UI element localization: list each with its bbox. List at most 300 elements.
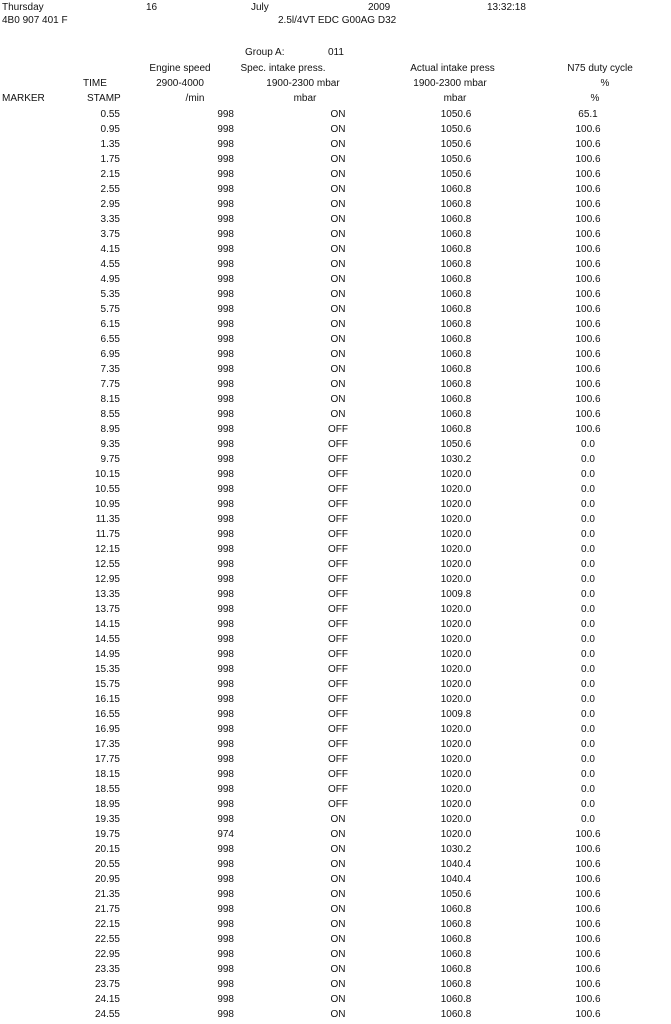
spec-intake-cell: OFF (328, 709, 348, 720)
actual-intake-cell: 1060.8 (440, 214, 472, 225)
actual-intake-cell: 1020.0 (440, 649, 472, 660)
n75-duty-cell: 0.0 (581, 814, 595, 825)
time-stamp-cell: 14.15 (94, 619, 120, 630)
n75-duty-cell: 100.6 (575, 394, 601, 405)
spec-intake-cell: OFF (328, 499, 348, 510)
actual-intake-cell: 1020.0 (440, 679, 472, 690)
time-stamp-cell: 10.95 (94, 499, 120, 510)
actual-intake-cell: 1020.0 (440, 529, 472, 540)
table-row (0, 962, 671, 977)
actual-intake-cell: 1060.8 (440, 244, 472, 255)
n75-duty-cell: 100.6 (575, 154, 601, 165)
engine-speed-cell: 998 (217, 199, 234, 210)
actual-intake-cell: 1060.8 (440, 994, 472, 1005)
engine-speed-cell: 998 (217, 769, 234, 780)
spec-intake-cell: ON (330, 874, 346, 885)
actual-intake-cell: 1030.2 (440, 844, 472, 855)
table-row (0, 797, 671, 812)
actual-intake-cell: 1060.8 (440, 259, 472, 270)
actual-intake-cell: 1040.4 (440, 874, 472, 885)
n75-duty-cell: 100.6 (575, 199, 601, 210)
actual-intake-cell: 1020.0 (440, 799, 472, 810)
time-stamp-cell: 9.75 (100, 454, 120, 465)
actual-intake-cell: 1050.6 (440, 124, 472, 135)
engine-speed-cell: 998 (217, 499, 234, 510)
engine-speed-cell: 998 (217, 349, 234, 360)
table-row (0, 332, 671, 347)
time-label: 13:32:18 (487, 2, 526, 13)
n75-duty-cell: 0.0 (581, 739, 595, 750)
time-stamp-cell: 6.55 (100, 334, 120, 345)
spec-intake-cell: ON (330, 889, 346, 900)
n75-duty-cell: 0.0 (581, 574, 595, 585)
n75-duty-cell: 100.6 (575, 979, 601, 990)
time-stamp-cell: 2.95 (100, 199, 120, 210)
engine-speed-cell: 998 (217, 694, 234, 705)
time-header: TIME (83, 78, 107, 89)
time-stamp-cell: 17.35 (94, 739, 120, 750)
actual-intake-cell: 1060.8 (440, 199, 472, 210)
time-stamp-cell: 4.15 (100, 244, 120, 255)
engine-speed-cell: 998 (217, 859, 234, 870)
table-row (0, 467, 671, 482)
spec-intake-cell: ON (330, 244, 346, 255)
actual-intake-cell: 1020.0 (440, 514, 472, 525)
time-stamp-cell: 8.55 (100, 409, 120, 420)
ecu-identification: 2.5l/4VT EDC G00AG D32 (278, 15, 397, 26)
engine-speed-cell: 998 (217, 364, 234, 375)
table-row (0, 452, 671, 467)
n75-duty-cell: 100.6 (575, 244, 601, 255)
actual-intake-cell: 1060.8 (440, 379, 472, 390)
spec-intake-cell: ON (330, 1009, 346, 1020)
engine-speed-cell: 974 (217, 829, 234, 840)
spec-intake-cell: ON (330, 184, 346, 195)
time-stamp-cell: 15.35 (94, 664, 120, 675)
actual-intake-cell: 1060.8 (440, 949, 472, 960)
table-row (0, 482, 671, 497)
time-stamp-cell: 4.95 (100, 274, 120, 285)
table-row (0, 242, 671, 257)
actual-intake-cell: 1020.0 (440, 484, 472, 495)
n75-duty-cell: 100.6 (575, 304, 601, 315)
time-stamp-cell: 13.75 (94, 604, 120, 615)
engine-speed-cell: 998 (217, 784, 234, 795)
time-stamp-cell: 2.15 (100, 169, 120, 180)
marker-header: MARKER (2, 93, 45, 104)
engine-speed-cell: 998 (217, 334, 234, 345)
engine-speed-cell: 998 (217, 514, 234, 525)
n75-duty-cell: 100.6 (575, 229, 601, 240)
actual-intake-cell: 1020.0 (440, 544, 472, 555)
engine-speed-unit: /min (185, 93, 205, 104)
table-row (0, 947, 671, 962)
engine-speed-cell: 998 (217, 844, 234, 855)
spec-intake-cell: OFF (328, 514, 348, 525)
n75-duty-cell: 0.0 (581, 544, 595, 555)
n75-duty-cell: 100.6 (575, 859, 601, 870)
actual-intake-cell: 1009.8 (440, 589, 472, 600)
actual-intake-cell: 1060.8 (440, 349, 472, 360)
n75-duty-cell: 0.0 (581, 604, 595, 615)
spec-intake-cell: OFF (328, 454, 348, 465)
table-row (0, 602, 671, 617)
time-stamp-cell: 22.95 (94, 949, 120, 960)
spec-intake-cell: OFF (328, 694, 348, 705)
table-row (0, 752, 671, 767)
engine-speed-cell: 998 (217, 1009, 234, 1020)
actual-intake-cell: 1020.0 (440, 664, 472, 675)
table-row (0, 107, 671, 122)
actual-intake-cell: 1060.8 (440, 184, 472, 195)
spec-intake-cell: OFF (328, 739, 348, 750)
table-row (0, 857, 671, 872)
n75-duty-cell: 0.0 (581, 634, 595, 645)
time-stamp-cell: 11.35 (95, 514, 120, 525)
spec-intake-cell: ON (330, 964, 346, 975)
table-row (0, 182, 671, 197)
actual-intake-cell: 1060.8 (440, 919, 472, 930)
spec-intake-cell: ON (330, 139, 346, 150)
table-row (0, 677, 671, 692)
n75-duty-cell: 0.0 (581, 514, 595, 525)
table-row (0, 827, 671, 842)
spec-intake-cell: ON (330, 949, 346, 960)
spec-intake-cell: ON (330, 349, 346, 360)
table-row (0, 722, 671, 737)
time-stamp-cell: 6.95 (100, 349, 120, 360)
spec-intake-cell: OFF (328, 784, 348, 795)
actual-intake-cell: 1060.8 (440, 334, 472, 345)
table-row (0, 422, 671, 437)
actual-intake-cell: 1020.0 (440, 619, 472, 630)
spec-intake-cell: ON (330, 994, 346, 1005)
engine-speed-cell: 998 (217, 304, 234, 315)
actual-intake-cell: 1020.0 (440, 814, 472, 825)
n75-duty-cell: 100.6 (575, 1009, 601, 1020)
n75-duty-cell: 100.6 (575, 274, 601, 285)
spec-intake-cell: OFF (328, 574, 348, 585)
engine-speed-cell: 998 (217, 169, 234, 180)
n75-duty-header: N75 duty cycle (567, 63, 633, 74)
actual-intake-header: Actual intake press (410, 63, 495, 74)
table-row (0, 167, 671, 182)
table-row (0, 782, 671, 797)
actual-intake-cell: 1060.8 (440, 934, 472, 945)
table-row (0, 347, 671, 362)
time-stamp-cell: 12.95 (94, 574, 120, 585)
n75-duty-cell: 0.0 (581, 559, 595, 570)
engine-speed-cell: 998 (217, 964, 234, 975)
time-stamp-cell: 3.75 (100, 229, 120, 240)
table-row (0, 992, 671, 1007)
spec-intake-cell: ON (330, 919, 346, 930)
spec-intake-cell: OFF (328, 769, 348, 780)
n75-duty-cell: 100.6 (575, 214, 601, 225)
time-stamp-cell: 0.55 (100, 109, 120, 120)
engine-speed-cell: 998 (217, 559, 234, 570)
table-row (0, 587, 671, 602)
engine-speed-cell: 998 (217, 679, 234, 690)
engine-speed-cell: 998 (217, 919, 234, 930)
engine-speed-cell: 998 (217, 889, 234, 900)
actual-intake-cell: 1060.8 (440, 274, 472, 285)
actual-intake-cell: 1060.8 (440, 409, 472, 420)
month-label: July (251, 2, 269, 13)
actual-intake-cell: 1060.8 (440, 1009, 472, 1020)
time-stamp-cell: 22.15 (94, 919, 120, 930)
engine-speed-cell: 998 (217, 259, 234, 270)
part-number: 4B0 907 401 F (2, 15, 68, 26)
table-row (0, 767, 671, 782)
n75-duty-cell: 0.0 (581, 529, 595, 540)
time-stamp-cell: 20.95 (94, 874, 120, 885)
engine-speed-cell: 998 (217, 724, 234, 735)
actual-intake-cell: 1020.0 (440, 694, 472, 705)
table-row (0, 872, 671, 887)
table-row (0, 137, 671, 152)
spec-intake-cell: ON (330, 259, 346, 270)
time-stamp-cell: 23.75 (94, 979, 120, 990)
date-label: 16 (146, 2, 158, 13)
engine-speed-cell: 998 (217, 154, 234, 165)
engine-speed-cell: 998 (217, 424, 234, 435)
engine-speed-cell: 998 (217, 709, 234, 720)
n75-duty-cell: 100.6 (575, 364, 601, 375)
table-row (0, 617, 671, 632)
table-row (0, 692, 671, 707)
actual-intake-cell: 1060.8 (440, 319, 472, 330)
time-stamp-cell: 16.95 (94, 724, 120, 735)
n75-duty-cell: 0.0 (581, 619, 595, 630)
time-stamp-cell: 11.75 (95, 529, 120, 540)
n75-duty-cell: 100.6 (575, 889, 601, 900)
actual-intake-cell: 1060.8 (440, 424, 472, 435)
table-row (0, 302, 671, 317)
time-stamp-cell: 6.15 (100, 319, 120, 330)
table-row (0, 497, 671, 512)
n75-duty-cell: 100.6 (575, 289, 601, 300)
n75-duty-cell: 100.6 (575, 379, 601, 390)
time-stamp-cell: 10.15 (94, 469, 120, 480)
table-row (0, 812, 671, 827)
actual-intake-cell: 1020.0 (440, 829, 472, 840)
engine-speed-cell: 998 (217, 244, 234, 255)
spec-intake-cell: ON (330, 979, 346, 990)
n75-duty-cell: 65.1 (578, 109, 598, 120)
group-label: Group A: (245, 47, 285, 58)
engine-speed-cell: 998 (217, 814, 234, 825)
actual-intake-cell: 1009.8 (440, 709, 472, 720)
n75-duty-range: % (600, 78, 610, 89)
day-label: Thursday (2, 2, 44, 13)
group-value: 011 (328, 47, 344, 58)
spec-intake-cell: ON (330, 829, 346, 840)
table-row (0, 887, 671, 902)
table-row (0, 542, 671, 557)
stamp-header: STAMP (87, 93, 121, 104)
time-stamp-cell: 18.95 (94, 799, 120, 810)
engine-speed-cell: 998 (217, 874, 234, 885)
spec-intake-cell: ON (330, 904, 346, 915)
spec-intake-cell: ON (330, 289, 346, 300)
table-row (0, 932, 671, 947)
table-row (0, 572, 671, 587)
engine-speed-cell: 998 (217, 574, 234, 585)
n75-duty-cell: 100.6 (575, 964, 601, 975)
time-stamp-cell: 2.55 (100, 184, 120, 195)
engine-speed-range: 2900-4000 (156, 78, 204, 89)
spec-intake-cell: OFF (328, 619, 348, 630)
n75-duty-cell: 0.0 (581, 649, 595, 660)
engine-speed-cell: 998 (217, 904, 234, 915)
engine-speed-cell: 998 (217, 274, 234, 285)
table-row (0, 122, 671, 137)
actual-intake-cell: 1050.6 (440, 154, 472, 165)
n75-duty-cell: 0.0 (581, 784, 595, 795)
spec-intake-cell: OFF (328, 799, 348, 810)
table-row (0, 407, 671, 422)
time-stamp-cell: 24.15 (94, 994, 120, 1005)
time-stamp-cell: 10.55 (94, 484, 120, 495)
spec-intake-cell: ON (330, 214, 346, 225)
actual-intake-cell: 1050.6 (440, 169, 472, 180)
engine-speed-cell: 998 (217, 739, 234, 750)
actual-intake-cell: 1060.8 (440, 289, 472, 300)
actual-intake-cell: 1020.0 (440, 769, 472, 780)
engine-speed-cell: 998 (217, 184, 234, 195)
actual-intake-cell: 1020.0 (440, 784, 472, 795)
actual-intake-cell: 1020.0 (440, 499, 472, 510)
spec-intake-cell: OFF (328, 634, 348, 645)
time-stamp-cell: 17.75 (94, 754, 120, 765)
table-row (0, 437, 671, 452)
time-stamp-cell: 22.55 (94, 934, 120, 945)
spec-intake-range: 1900-2300 mbar (266, 78, 340, 89)
spec-intake-cell: ON (330, 394, 346, 405)
table-row (0, 707, 671, 722)
n75-duty-cell: 100.6 (575, 184, 601, 195)
table-row (0, 362, 671, 377)
n75-duty-cell: 100.6 (575, 124, 601, 135)
spec-intake-cell: OFF (328, 724, 348, 735)
n75-duty-cell: 0.0 (581, 694, 595, 705)
n75-duty-cell: 0.0 (581, 679, 595, 690)
table-row (0, 392, 671, 407)
time-stamp-cell: 21.75 (94, 904, 120, 915)
actual-intake-cell: 1050.6 (440, 109, 472, 120)
n75-duty-cell: 0.0 (581, 724, 595, 735)
actual-intake-cell: 1020.0 (440, 559, 472, 570)
actual-intake-unit: mbar (443, 93, 467, 104)
table-row (0, 257, 671, 272)
spec-intake-cell: OFF (328, 424, 348, 435)
n75-duty-cell: 0.0 (581, 439, 595, 450)
spec-intake-unit: mbar (293, 93, 317, 104)
spec-intake-cell: ON (330, 169, 346, 180)
n75-duty-cell: 100.6 (575, 424, 601, 435)
actual-intake-cell: 1020.0 (440, 469, 472, 480)
time-stamp-cell: 15.75 (94, 679, 120, 690)
engine-speed-cell: 998 (217, 994, 234, 1005)
actual-intake-cell: 1060.8 (440, 304, 472, 315)
engine-speed-cell: 998 (217, 109, 234, 120)
spec-intake-cell: ON (330, 814, 346, 825)
time-stamp-cell: 5.75 (100, 304, 120, 315)
engine-speed-cell: 998 (217, 634, 234, 645)
year-label: 2009 (368, 2, 391, 13)
table-row (0, 377, 671, 392)
n75-duty-cell: 0.0 (581, 769, 595, 780)
n75-duty-cell: 100.6 (575, 934, 601, 945)
time-stamp-cell: 13.35 (94, 589, 120, 600)
time-stamp-cell: 1.35 (100, 139, 120, 150)
table-row (0, 197, 671, 212)
n75-duty-cell: 0.0 (581, 469, 595, 480)
engine-speed-cell: 998 (217, 289, 234, 300)
engine-speed-cell: 998 (217, 439, 234, 450)
spec-intake-cell: OFF (328, 544, 348, 555)
time-stamp-cell: 8.95 (100, 424, 120, 435)
engine-speed-cell: 998 (217, 529, 234, 540)
time-stamp-cell: 18.55 (94, 784, 120, 795)
actual-intake-cell: 1020.0 (440, 574, 472, 585)
table-row (0, 317, 671, 332)
time-stamp-cell: 21.35 (94, 889, 120, 900)
time-stamp-cell: 8.15 (100, 394, 120, 405)
time-stamp-cell: 3.35 (100, 214, 120, 225)
actual-intake-cell: 1060.8 (440, 364, 472, 375)
spec-intake-cell: OFF (328, 529, 348, 540)
n75-duty-cell: 0.0 (581, 589, 595, 600)
n75-duty-cell: 0.0 (581, 664, 595, 675)
spec-intake-cell: ON (330, 124, 346, 135)
n75-duty-cell: 100.6 (575, 949, 601, 960)
spec-intake-cell: OFF (328, 604, 348, 615)
time-stamp-cell: 20.15 (94, 844, 120, 855)
n75-duty-cell: 100.6 (575, 139, 601, 150)
time-stamp-cell: 5.35 (100, 289, 120, 300)
spec-intake-cell: OFF (328, 559, 348, 570)
table-row (0, 557, 671, 572)
engine-speed-cell: 998 (217, 754, 234, 765)
spec-intake-cell: ON (330, 334, 346, 345)
spec-intake-cell: ON (330, 364, 346, 375)
table-row (0, 227, 671, 242)
spec-intake-cell: OFF (328, 664, 348, 675)
table-row (0, 212, 671, 227)
engine-speed-cell: 998 (217, 934, 234, 945)
engine-speed-cell: 998 (217, 544, 234, 555)
n75-duty-cell: 0.0 (581, 799, 595, 810)
spec-intake-cell: ON (330, 304, 346, 315)
time-stamp-cell: 9.35 (100, 439, 120, 450)
n75-duty-cell: 100.6 (575, 334, 601, 345)
spec-intake-cell: ON (330, 859, 346, 870)
engine-speed-cell: 998 (217, 454, 234, 465)
table-row (0, 152, 671, 167)
n75-duty-unit: % (590, 93, 600, 104)
time-stamp-cell: 16.15 (94, 694, 120, 705)
actual-intake-cell: 1020.0 (440, 724, 472, 735)
n75-duty-cell: 100.6 (575, 169, 601, 180)
spec-intake-cell: ON (330, 409, 346, 420)
actual-intake-cell: 1060.8 (440, 904, 472, 915)
actual-intake-cell: 1050.6 (440, 889, 472, 900)
actual-intake-cell: 1020.0 (440, 604, 472, 615)
time-stamp-cell: 14.55 (94, 634, 120, 645)
spec-intake-header: Spec. intake press. (240, 63, 326, 74)
